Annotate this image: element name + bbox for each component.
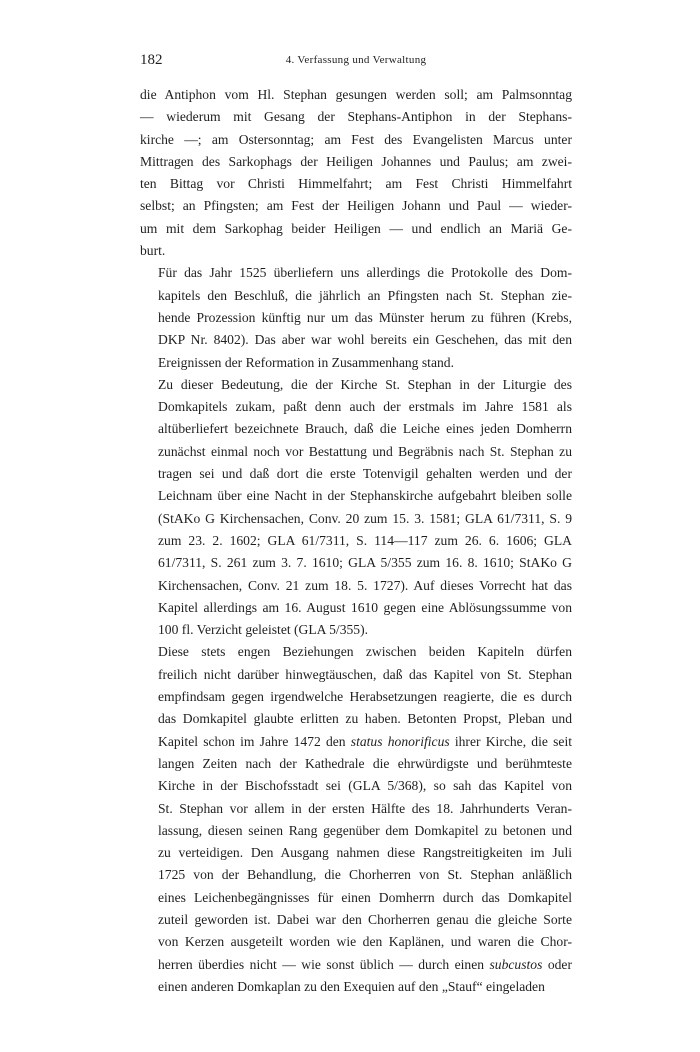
text-line: zum 23. 2. 1602; GLA 61/7311, S. 114—117 zum 26. 6. 1606; GLA [158, 532, 572, 548]
text-line: 1725 von der Behandlung, die Chorherren von St. Stephan anläßlich [158, 867, 572, 883]
running-head: 4. Verfassung und Verwaltung [285, 54, 427, 66]
text-line: eines Leichenbegängnisses für einen Domherrn durch das Domkapitel [158, 889, 572, 905]
text-line: zuteil geworden ist. Dabei war den Chorherren genau die gleiche Sorte [158, 911, 572, 927]
text-line: einen anderen Domkaplan zu den Exequien auf den „Stauf“ eingeladen [158, 978, 545, 994]
text-line: Domkapitels zukam, paßt denn auch der erstmals im Jahre 1581 als [158, 399, 572, 415]
text-line: die Antiphon vom Hl. Stephan gesungen werden soll; am Palmsonntag [140, 87, 572, 102]
text-line: das Domkapitel glaubte erlitten zu haben. Betonten Propst, Pleban und [158, 711, 572, 727]
text-line: 100 fl. Verzicht geleistet (GLA 5/355). [158, 622, 369, 638]
text-line: 61/7311, S. 261 zum 3. 7. 1610; GLA 5/355 zum 16. 8. 1610; StAKo G [158, 555, 572, 571]
text-line: Leichnam über eine Nacht in der Stephanskirche aufgebahrt bleiben solle [158, 488, 572, 504]
page-number: 182 [140, 52, 163, 68]
italic-term: status honorificus [350, 733, 450, 749]
text-line: von Kerzen ausgeteilt worden wie den Kaplänen, und waren die Chor- [158, 934, 572, 950]
text-line: Kapitel schon im Jahre 1472 den status honorificus ihrer Kirche, die seit [158, 733, 572, 749]
text-line: langen Zeiten nach der Kathedrale die ehrwürdigste und berühmteste [158, 755, 572, 771]
text-line: Kirchensachen, Conv. 21 zum 18. 5. 1727). Auf dieses Vorrecht hat das [158, 577, 572, 593]
text-line: selbst; an Pfingsten; am Fest der Heiligen Johann und Paul — wieder- [140, 198, 572, 214]
text-line: burt. [140, 243, 166, 259]
text-line: Zu dieser Bedeutung, die der Kirche St. Stephan in der Liturgie des [158, 376, 572, 392]
text-line: Diese stets engen Beziehungen zwischen beiden Kapiteln dürfen [158, 644, 572, 660]
text-line: lassung, diesen seinen Rang gegenüber dem Domkapitel zu betonen und [158, 822, 572, 838]
text-line: DKP Nr. 8402). Das aber war wohl bereits ein Geschehen, das mit den [158, 332, 572, 348]
text-line: Kirche in der Bischofsstadt sei (GLA 5/368), so sah das Kapitel von [158, 778, 572, 794]
text-line: hende Prozession künftig nur um das Münster herum zu führen (Krebs, [158, 309, 572, 325]
paragraph [140, 374, 572, 642]
text-line: freilich nicht darüber hinwegtäuschen, daß das Kapitel von St. Stephan [158, 666, 572, 682]
text-line: — wiederum mit Gesang der Stephans-Antiphon in der Stephans- [140, 109, 572, 125]
italic-term: subcustos [489, 956, 543, 972]
text-line: um mit dem Sarkophag beider Heiligen — und endlich an Mariä Ge- [140, 220, 572, 236]
text-line: zu verteidigen. Den Ausgang nahmen diese Rangstreitigkeiten im Juli [158, 845, 572, 861]
text-line: kapitels den Beschluß, die jährlich an Pfingsten nach St. Stephan zie- [158, 287, 572, 303]
text-line: herren überdies nicht — wie sonst üblich — durch einen subcustos oder [158, 956, 572, 972]
text-line: Mittragen des Sarkophags der Heiligen Johannes und Paulus; am zwei- [140, 153, 572, 169]
text-line: zunächst einmal noch vor Bestattung und Begräbnis nach St. Stephan zu [158, 443, 572, 459]
text-line: empfindsam gegen irgendwelche Herabsetzungen reagierte, die es durch [158, 689, 572, 705]
paragraph [140, 641, 572, 998]
text-line: tragen sei und daß dort die erste Totenvigil gehalten werden und der [158, 466, 572, 482]
text-line: Kapitel allerdings am 16. August 1610 gegen eine Ablösungssumme von [158, 599, 572, 615]
text-line: Für das Jahr 1525 überliefern uns allerdings die Protokolle des Dom- [158, 265, 572, 281]
page-header [140, 52, 572, 74]
text-line: Ereignissen der Reformation in Zusammenhang stand. [158, 354, 454, 370]
text-line: kirche —; am Ostersonntag; am Fest des Evangelisten Marcus unter [140, 131, 572, 147]
paragraph [140, 262, 572, 373]
body-text [140, 84, 572, 998]
paragraph [140, 84, 572, 262]
text-line: altüberliefert bezeichnete Brauch, daß die Leiche eines jeden Domherrn [158, 421, 572, 437]
text-line: (StAKo G Kirchensachen, Conv. 20 zum 15. 3. 1581; GLA 61/7311, S. 9 [158, 510, 572, 526]
text-line: ten Bittag vor Christi Himmelfahrt; am Fest Christi Himmelfahrt [140, 176, 572, 192]
text-line: St. Stephan vor allem in der ersten Hälfte des 18. Jahrhunderts Veran- [158, 800, 572, 816]
